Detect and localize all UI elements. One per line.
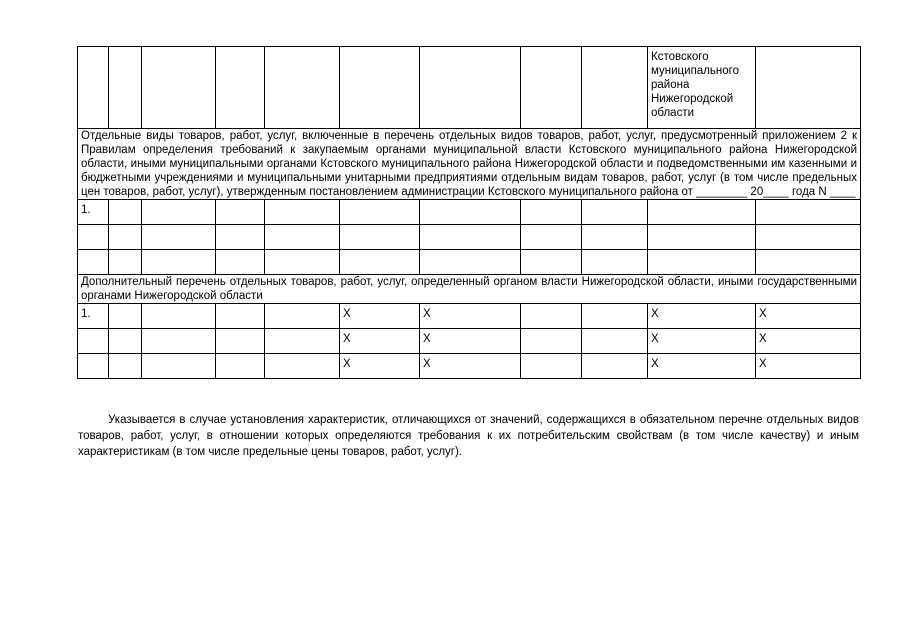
table-cell <box>521 304 582 329</box>
table-cell: X <box>756 304 861 329</box>
table-cell <box>521 250 582 275</box>
table-row <box>78 200 861 225</box>
table-cell <box>109 304 142 329</box>
table-cell <box>340 250 420 275</box>
table-cell: 1. <box>78 304 109 329</box>
table-cell <box>142 47 216 129</box>
table-cell <box>265 200 340 225</box>
table-cell <box>109 200 142 225</box>
table-row <box>78 250 861 275</box>
table-cell <box>265 250 340 275</box>
table-cell <box>142 304 216 329</box>
table-cell <box>216 47 265 129</box>
table-cell: X <box>648 329 756 354</box>
table-cell <box>756 200 861 225</box>
table-cell <box>265 329 340 354</box>
table-cell <box>265 225 340 250</box>
table-cell <box>756 225 861 250</box>
table-cell: X <box>648 354 756 379</box>
requirements-table <box>77 46 861 379</box>
table-cell: X <box>420 329 521 354</box>
table-cell <box>216 329 265 354</box>
table-cell <box>109 225 142 250</box>
table-cell <box>521 200 582 225</box>
table-cell <box>216 225 265 250</box>
table-cell <box>582 354 648 379</box>
table-cell <box>582 250 648 275</box>
table-row <box>78 354 861 379</box>
footnote-text: Указывается в случае установления характеристик, отличающихся от значений, содержащихся в обязательном перечне отдельных видов товаров, работ, услуг, в отношении которых определяются требования к их потребительским свойствам (в том числе качеству) и иным характеристикам (в том числе предельные цены товаров, работ, услуг). <box>78 414 859 458</box>
table-cell <box>216 250 265 275</box>
table-cell <box>648 225 756 250</box>
section-header-row <box>78 275 861 304</box>
table-row <box>78 225 861 250</box>
table-cell <box>756 250 861 275</box>
table-cell <box>216 200 265 225</box>
section2-rows <box>78 304 861 379</box>
table-cell: X <box>420 354 521 379</box>
table-cell: X <box>340 354 420 379</box>
table-cell <box>142 225 216 250</box>
table-cell <box>648 250 756 275</box>
table-cell <box>109 250 142 275</box>
table-cell <box>216 354 265 379</box>
table-cell <box>78 225 109 250</box>
section1-rows <box>78 200 861 275</box>
table-cell <box>109 354 142 379</box>
table-cell <box>756 47 861 129</box>
table-cell: 1. <box>78 200 109 225</box>
table-cell <box>420 47 521 129</box>
table-cell: X <box>648 304 756 329</box>
table-cell <box>78 47 109 129</box>
table-cell <box>109 329 142 354</box>
section-header-row <box>78 129 861 200</box>
table-cell <box>521 329 582 354</box>
table-row <box>78 329 861 354</box>
header-cell-region: Кстовского муниципального района Нижегородской области <box>648 47 756 129</box>
table-cell <box>420 250 521 275</box>
section2-title: Дополнительный перечень отдельных товаров, работ, услуг, определенный органом власти Нижегородской области, иными государственными органами Нижегородской области <box>78 275 861 304</box>
table-cell <box>340 47 420 129</box>
section1-title: Отдельные виды товаров, работ, услуг, включенные в перечень отдельных видов товаров, работ, услуг, предусмотренный приложением 2 к Правилам определения требований к закупаемым органами муниципальной власти Кстовского муниципального района Нижегородской области, иными муниципальными органами Кстовского муниципального района Нижегородской области и подведомственными им казенными и бюджетными учреждениями и муниципальными унитарными предприятиями отдельным видам товаров, работ, услуг (в том числе предельных цен товаров, работ, услуг), утвержденным постановлением администрации Кстовского муниципального района от ________ 20____ года N ____ <box>78 129 861 200</box>
table-cell <box>78 329 109 354</box>
table-cell <box>521 225 582 250</box>
table-cell <box>582 329 648 354</box>
table-cell <box>340 225 420 250</box>
table-cell <box>265 47 340 129</box>
table-cell <box>142 250 216 275</box>
table-cell <box>582 225 648 250</box>
table-cell <box>648 200 756 225</box>
table-cell <box>582 47 648 129</box>
table-cell <box>78 250 109 275</box>
table-cell <box>216 304 265 329</box>
table-cell <box>521 47 582 129</box>
table-cell <box>340 200 420 225</box>
table-cell: X <box>420 304 521 329</box>
table-header-row <box>78 47 861 129</box>
table-cell: X <box>340 304 420 329</box>
table-cell <box>521 354 582 379</box>
table-cell <box>142 354 216 379</box>
table-cell: X <box>340 329 420 354</box>
table-cell <box>420 225 521 250</box>
table-cell <box>265 304 340 329</box>
table-cell: X <box>756 329 861 354</box>
table-cell <box>142 200 216 225</box>
table-cell: X <box>756 354 861 379</box>
table-cell <box>142 329 216 354</box>
table-cell <box>420 200 521 225</box>
table-cell <box>582 200 648 225</box>
table-cell <box>109 47 142 129</box>
table-cell <box>582 304 648 329</box>
table-cell <box>78 354 109 379</box>
table-row <box>78 304 861 329</box>
table-cell <box>265 354 340 379</box>
